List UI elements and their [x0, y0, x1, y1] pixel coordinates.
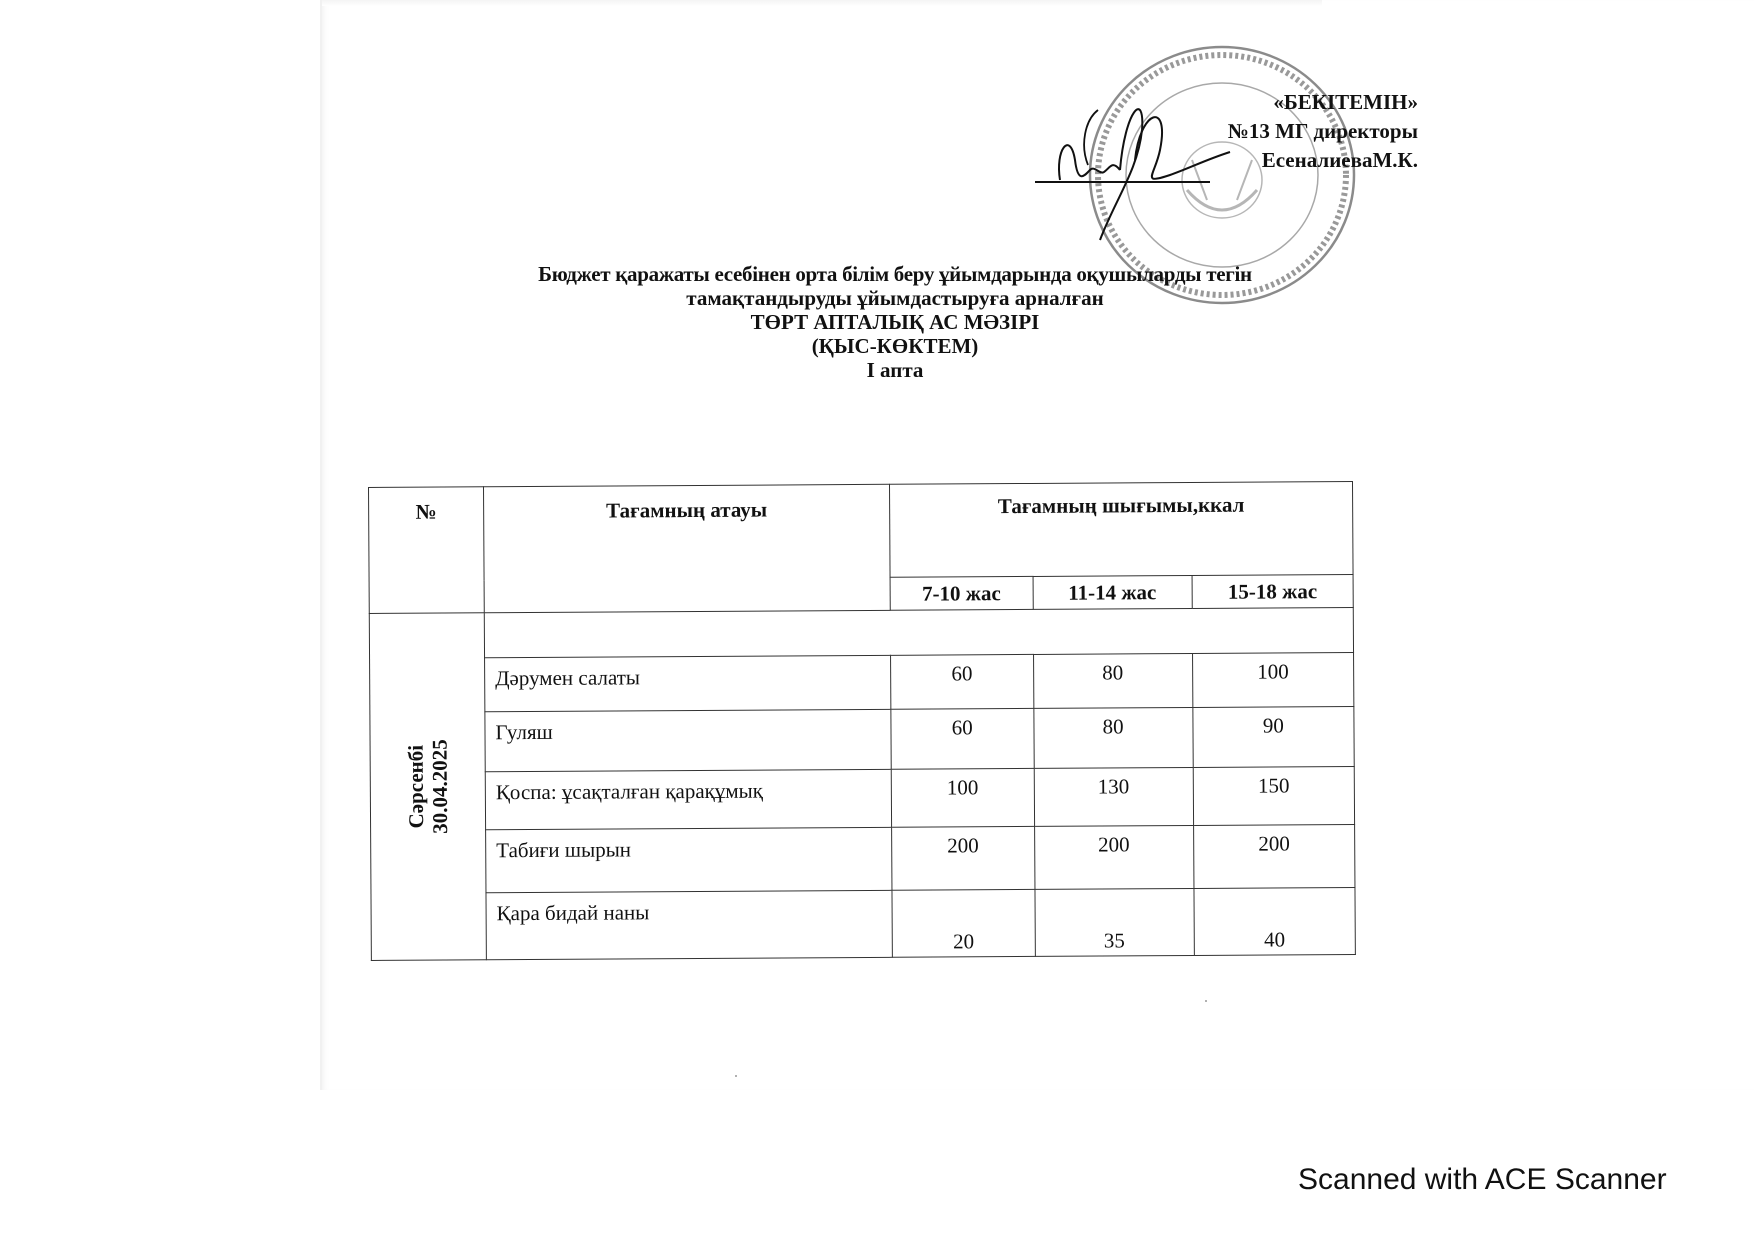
value-15-18: 100 — [1192, 652, 1354, 707]
value-11-14: 80 — [1033, 707, 1193, 768]
scanner-watermark: Scanned with ACE Scanner — [1298, 1163, 1667, 1196]
table-row — [371, 887, 1355, 960]
scan-edge — [322, 0, 1322, 6]
dish-name: Гуляш — [485, 709, 891, 771]
table-row-empty — [369, 607, 1353, 658]
title-line-1: Бюджет қаражаты есебінен орта білім беру ұйымдарында оқушыларды тегін — [538, 262, 1252, 286]
menu-table — [368, 481, 1356, 961]
day-cell — [369, 613, 486, 961]
scan-speck — [735, 1075, 737, 1077]
header-age-7-10: 7-10 жас — [890, 576, 1033, 610]
day-label — [404, 739, 453, 834]
table-row — [370, 706, 1354, 772]
value-7-10: 200 — [892, 826, 1035, 890]
table-row — [370, 766, 1354, 830]
day-date: 30.04.2025 — [427, 739, 453, 834]
dish-name: Табиғи шырын — [486, 827, 892, 892]
header-number: № — [369, 487, 485, 614]
value-7-10: 60 — [891, 654, 1034, 709]
value-11-14: 80 — [1033, 653, 1193, 708]
title-line-2: тамақтандыруды ұйымдастыруға арналған — [686, 286, 1104, 310]
handwritten-signature-icon — [1030, 90, 1270, 270]
table-row — [370, 652, 1354, 712]
table-header-row — [369, 481, 1354, 580]
empty-cell — [484, 607, 1353, 657]
header-age-11-14: 11-14 жас — [1033, 575, 1192, 609]
approval-name: ЕсеналиеваМ.К. — [1261, 148, 1418, 172]
title-line-3: ТӨРТ АПТАЛЫҚ АС МӘЗІРІ — [750, 310, 1040, 334]
day-weekday: Сәрсенбі — [403, 744, 429, 829]
scan-speck — [1205, 1000, 1207, 1002]
header-age-15-18: 15-18 жас — [1192, 574, 1353, 608]
value-15-18: 200 — [1193, 824, 1355, 888]
value-11-14: 200 — [1034, 825, 1194, 889]
approval-heading: «БЕКІТЕМІН» — [1273, 90, 1418, 114]
value-7-10: 100 — [891, 768, 1034, 827]
table-row — [371, 824, 1355, 893]
document-title — [420, 262, 1370, 382]
dish-name: Дәрумен салаты — [485, 655, 891, 711]
value-7-10: 20 — [892, 889, 1035, 957]
value-15-18: 90 — [1193, 706, 1355, 767]
value-15-18: 40 — [1194, 887, 1356, 955]
value-7-10: 60 — [891, 708, 1034, 769]
dish-name: Қара бидай наны — [486, 890, 892, 959]
approval-position: №13 МГ директоры — [1227, 119, 1418, 143]
title-line-4: (ҚЫС-КӨКТЕМ) — [811, 334, 979, 358]
value-11-14: 35 — [1034, 888, 1194, 956]
header-yield: Тағамның шығымы,ккал — [889, 481, 1353, 577]
header-dish-name: Тағамның атауы — [484, 484, 891, 612]
value-11-14: 130 — [1034, 767, 1194, 826]
dish-name: Қоспа: ұсақталған қарақұмық — [485, 769, 891, 829]
value-15-18: 150 — [1193, 766, 1355, 825]
title-line-5: І апта — [866, 358, 924, 382]
